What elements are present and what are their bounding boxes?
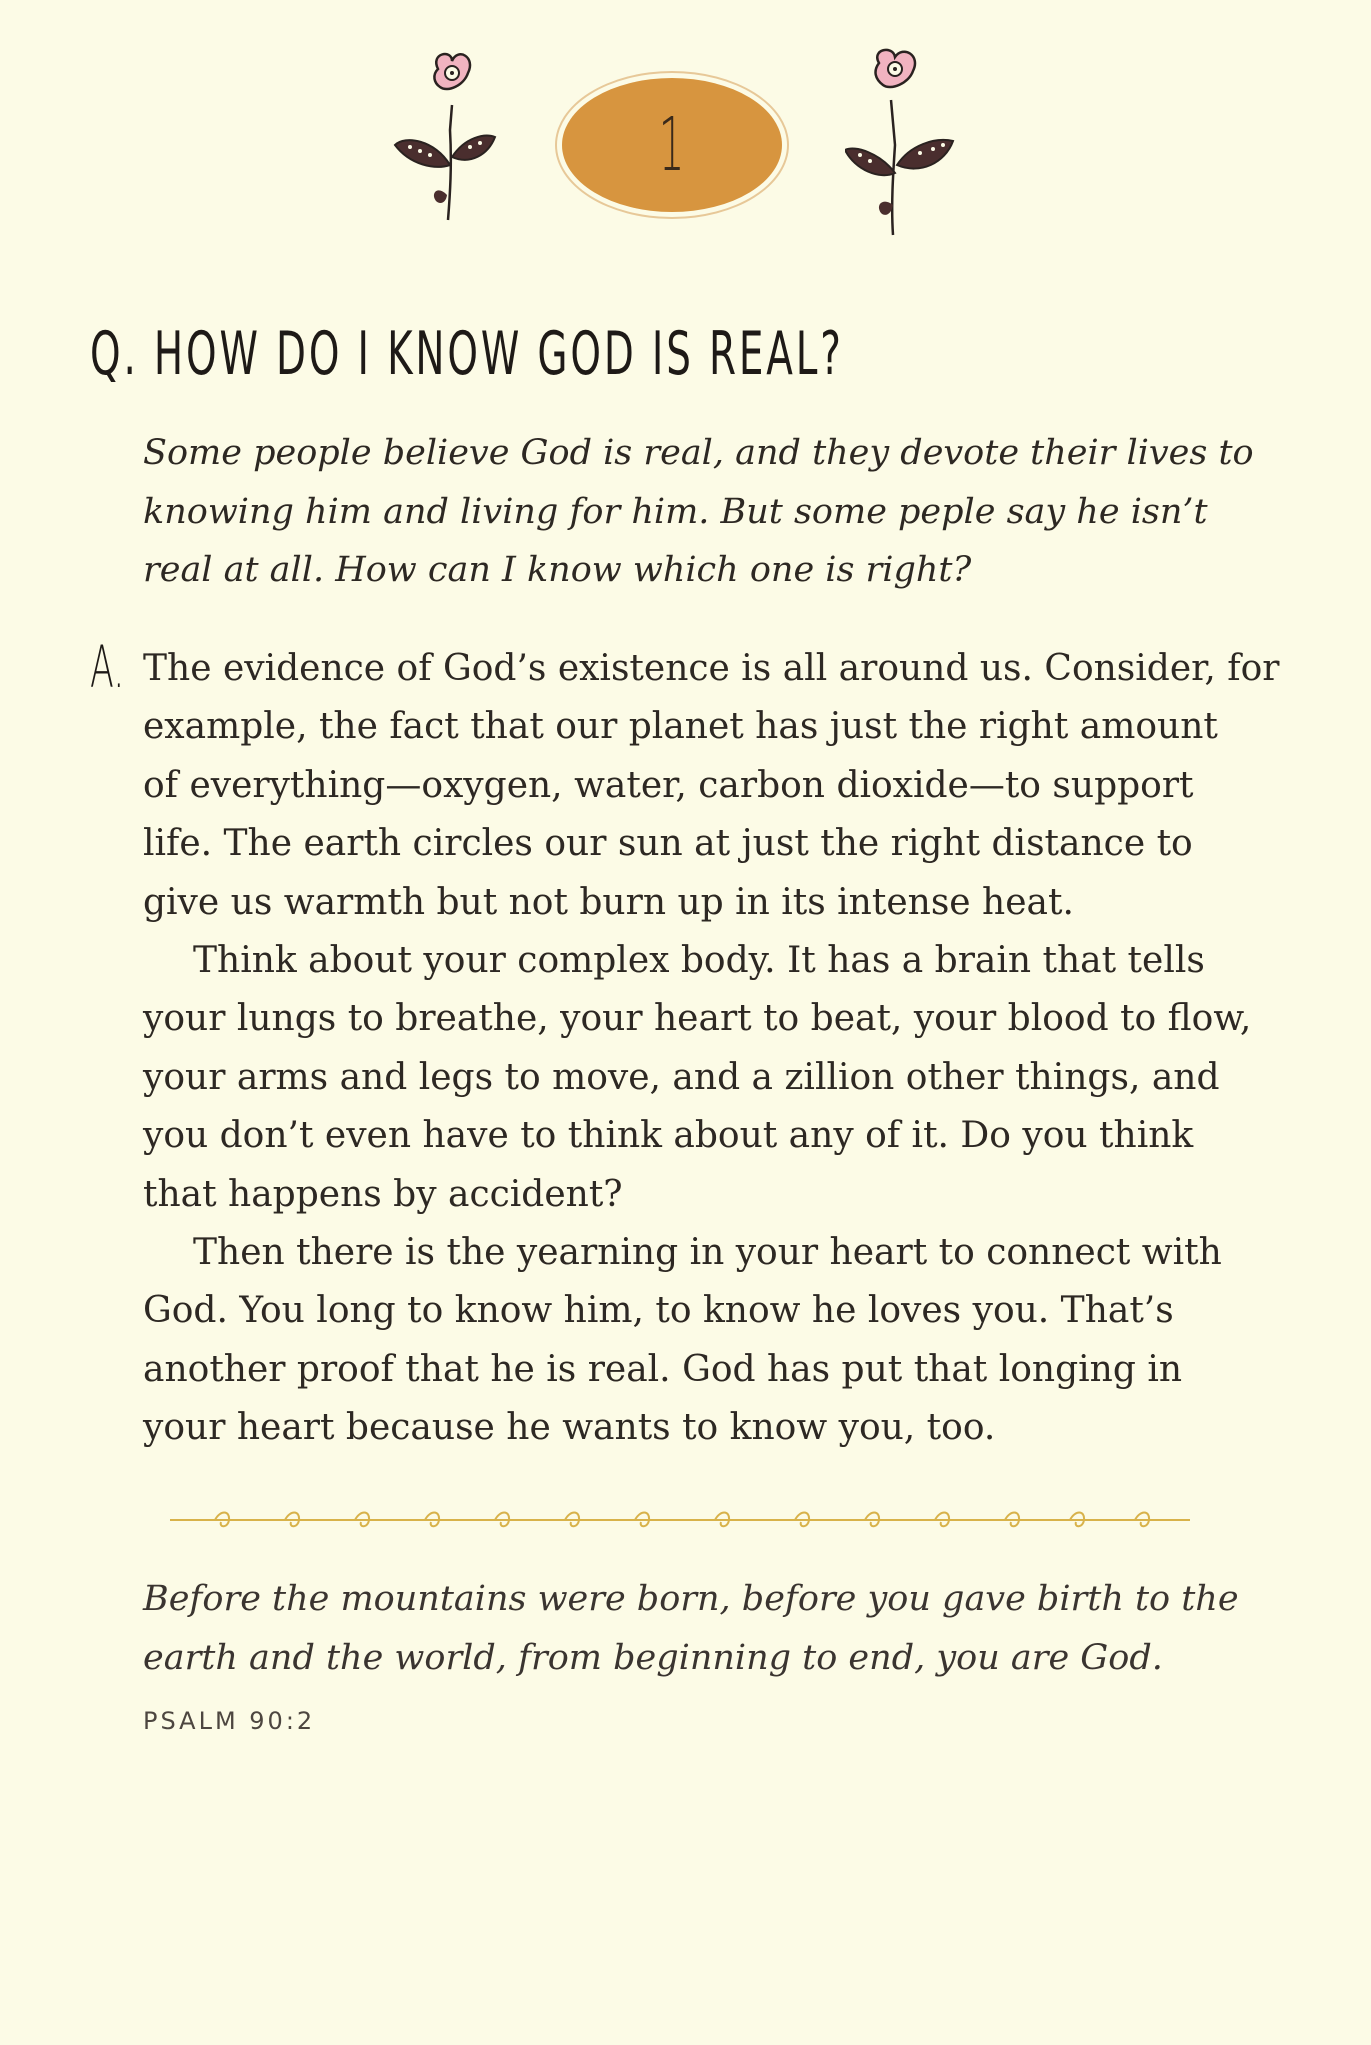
answer-line: you don’t even have to think about any of it. Do you think [143,1115,1194,1157]
answer-line: The evidence of God’s existence is all around us. Consider, for [143,648,1280,689]
verse-line: earth and the world, from beginning to end, you are God. [143,1637,1163,1678]
answer-line: that happens by accident? [143,1173,623,1215]
answer-line: life. The earth circles our sun at just the right distance to [143,823,1193,865]
answer-line: your lungs to breathe, your heart to beat, your blood to flow, [143,998,1252,1040]
question-line: knowing him and living for him. But some peple say he isn’t [143,491,1208,532]
verse-reference: PSALM 90:2 [143,1707,316,1735]
scripture-verse [143,1570,1258,1687]
answer-line: of everything—oxygen, water, carbon dioxide—to support [143,764,1194,806]
answer-line: Then there is the yearning in your heart to connect with [193,1232,1222,1274]
answer-line: your heart because he wants to know you, too. [143,1407,996,1449]
verse-line: Before the mountains were born, before you gave birth to the [143,1579,1239,1619]
question-line: real at all. How can I know which one is right? [143,550,972,590]
answer-line: God. You long to know him, to know he loves you. That’s [143,1290,1174,1332]
question-title: Q. HOW DO I KNOW GOD IS REAL? [90,319,844,389]
chapter-badge [562,78,782,212]
answer-line: give us warmth but not burn up in its intense heat. [143,881,1074,923]
answer-body [143,640,1280,1458]
answer-line: Think about your complex body. It has a brain that tells [193,940,1205,982]
flower-right-icon [845,45,955,245]
chapter-number: 1 [659,102,685,188]
answer-line: example, the fact that our planet has just the right amount [143,706,1218,748]
answer-line: your arms and legs to move, and a zillion other things, and [143,1056,1220,1098]
flower-left-icon [390,45,500,245]
answer-line: another proof that he is real. God has put that longing in [143,1348,1183,1390]
vine-divider-icon [170,1505,1190,1535]
answer-letter: A. [90,633,125,701]
question-description [143,424,1258,600]
question-line: Some people believe God is real, and they devote their lives to [143,433,1254,473]
